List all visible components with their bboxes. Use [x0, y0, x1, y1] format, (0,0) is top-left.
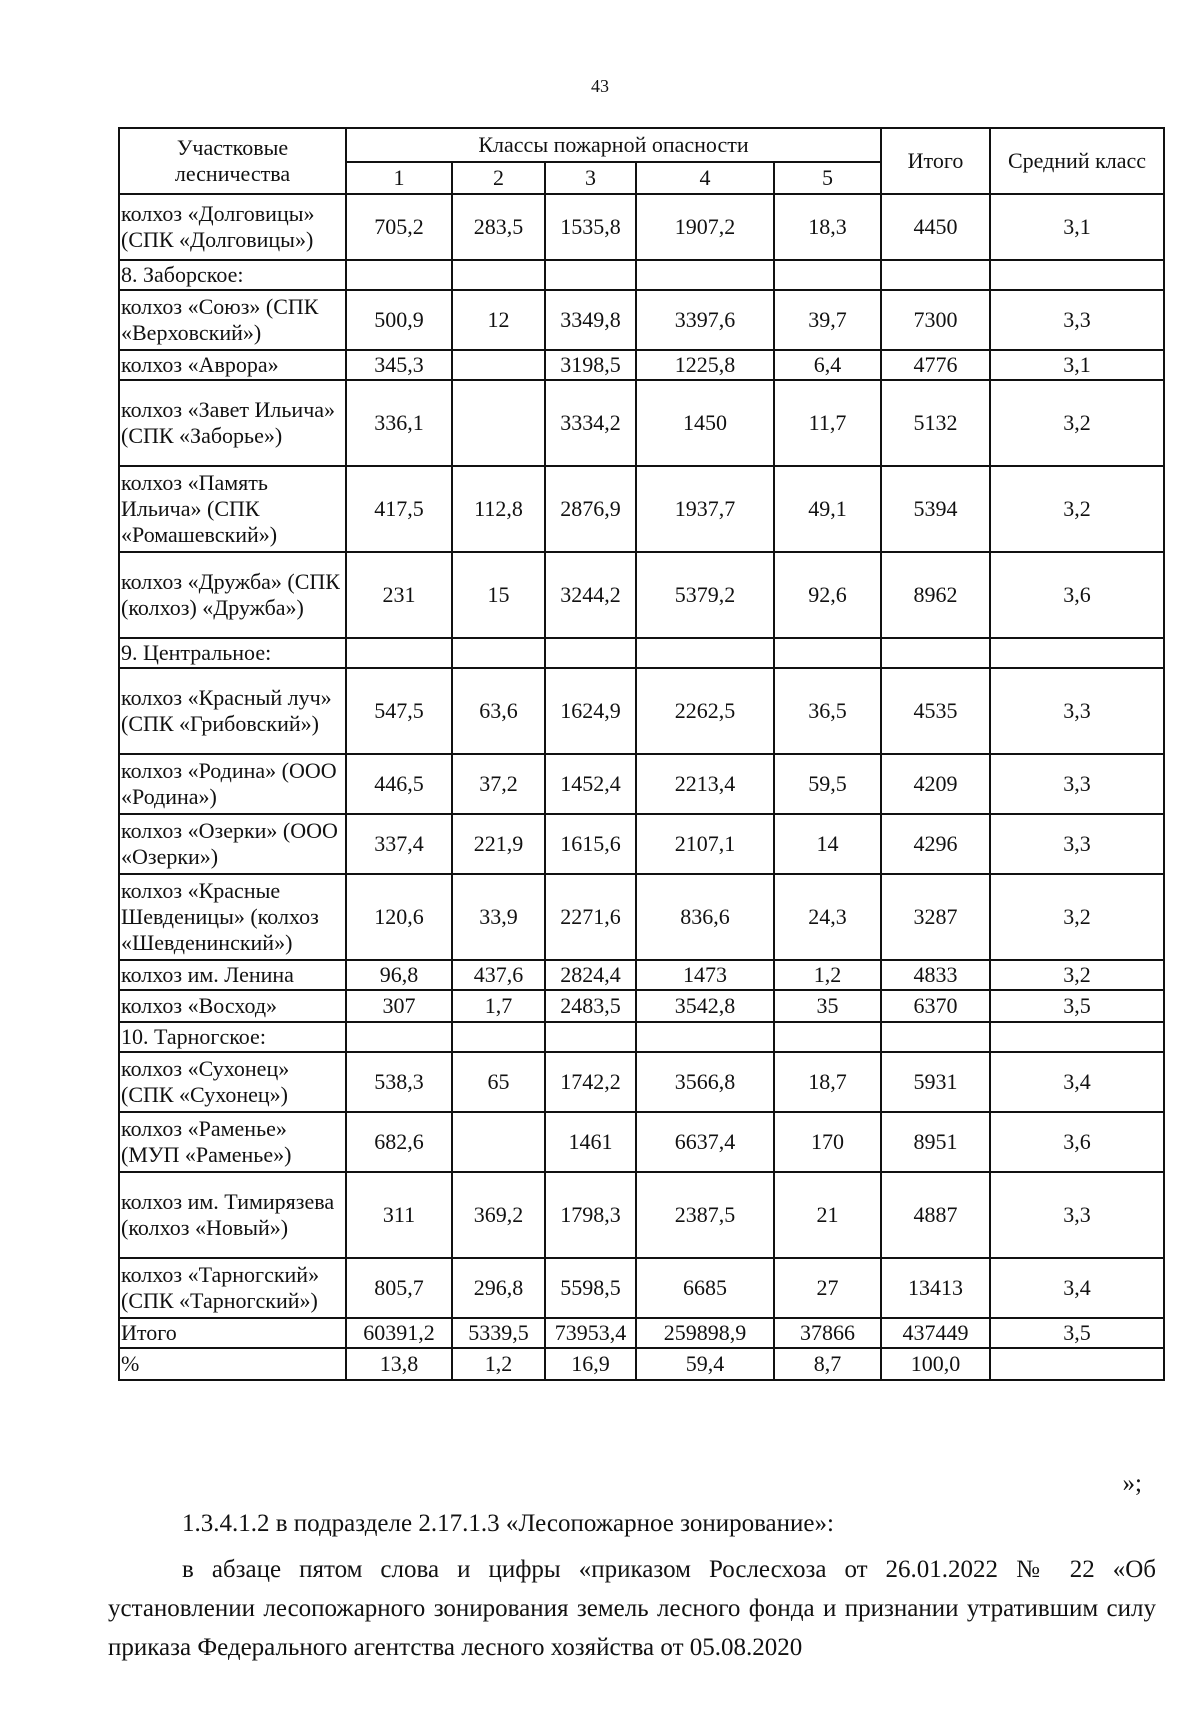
class-4-cell: 2213,4 — [636, 754, 774, 814]
forestry-name-cell: Итого — [119, 1318, 346, 1348]
class-2-cell: 63,6 — [452, 668, 545, 754]
class-4-cell: 2387,5 — [636, 1172, 774, 1258]
header-class-1: 1 — [346, 162, 452, 194]
class-5-cell: 21 — [774, 1172, 881, 1258]
forestry-name-cell: колхоз «Завет Ильича» (СПК «Заборье») — [119, 380, 346, 466]
avg-class-cell — [990, 1022, 1164, 1052]
class-3-cell: 73953,4 — [545, 1318, 636, 1348]
class-3-cell: 16,9 — [545, 1348, 636, 1380]
table-row — [119, 638, 1164, 668]
class-1-cell: 500,9 — [346, 290, 452, 350]
page-number: 43 — [591, 76, 609, 96]
total-cell: 7300 — [881, 290, 990, 350]
total-cell: 6370 — [881, 990, 990, 1022]
forestry-name-cell: колхоз «Родина» (ООО «Родина») — [119, 754, 346, 814]
class-1-cell — [346, 260, 452, 290]
class-2-cell: 283,5 — [452, 194, 545, 260]
total-cell: 4296 — [881, 814, 990, 874]
class-5-cell: 92,6 — [774, 552, 881, 638]
forestry-name-cell: колхоз «Аврора» — [119, 350, 346, 380]
table-row — [119, 814, 1164, 874]
class-2-cell: 37,2 — [452, 754, 545, 814]
fire-danger-table — [118, 127, 1165, 1381]
class-4-cell: 59,4 — [636, 1348, 774, 1380]
class-1-cell: 13,8 — [346, 1348, 452, 1380]
table-row — [119, 990, 1164, 1022]
header-class-2: 2 — [452, 162, 545, 194]
forestry-name-cell: колхоз «Красные Шевденицы» (колхоз «Шевденинский») — [119, 874, 346, 960]
class-5-cell: 35 — [774, 990, 881, 1022]
class-1-cell: 446,5 — [346, 754, 452, 814]
class-3-cell: 1742,2 — [545, 1052, 636, 1112]
class-2-cell — [452, 1022, 545, 1052]
class-2-cell: 296,8 — [452, 1258, 545, 1318]
class-3-cell: 3198,5 — [545, 350, 636, 380]
class-1-cell: 705,2 — [346, 194, 452, 260]
class-2-cell: 15 — [452, 552, 545, 638]
table-row — [119, 1052, 1164, 1112]
forestry-name-cell: 9. Центральное: — [119, 638, 346, 668]
table-row — [119, 1112, 1164, 1172]
header-forestry: Участковые лесничества — [119, 128, 346, 194]
class-3-cell: 1535,8 — [545, 194, 636, 260]
forestry-name-cell: колхоз «Дружба» (СПК (колхоз) «Дружба») — [119, 552, 346, 638]
class-1-cell — [346, 1022, 452, 1052]
avg-class-cell: 3,4 — [990, 1052, 1164, 1112]
class-5-cell — [774, 1022, 881, 1052]
class-5-cell: 27 — [774, 1258, 881, 1318]
class-1-cell: 805,7 — [346, 1258, 452, 1318]
table-row — [119, 1022, 1164, 1052]
avg-class-cell: 3,2 — [990, 466, 1164, 552]
class-4-cell: 6637,4 — [636, 1112, 774, 1172]
header-class-3: 3 — [545, 162, 636, 194]
total-cell: 13413 — [881, 1258, 990, 1318]
total-cell: 5931 — [881, 1052, 990, 1112]
total-cell: 4450 — [881, 194, 990, 260]
forestry-name-cell: колхоз «Красный луч» (СПК «Грибовский») — [119, 668, 346, 754]
avg-class-cell: 3,2 — [990, 380, 1164, 466]
table-row — [119, 290, 1164, 350]
class-1-cell: 231 — [346, 552, 452, 638]
table-row — [119, 194, 1164, 260]
class-4-cell: 1907,2 — [636, 194, 774, 260]
total-cell — [881, 638, 990, 668]
forestry-name-cell: колхоз «Долговицы» (СПК «Долговицы») — [119, 194, 346, 260]
avg-class-cell: 3,2 — [990, 960, 1164, 990]
class-2-cell: 65 — [452, 1052, 545, 1112]
class-1-cell: 336,1 — [346, 380, 452, 466]
class-5-cell: 36,5 — [774, 668, 881, 754]
class-3-cell: 3349,8 — [545, 290, 636, 350]
paragraph-2: в абзаце пятом слова и цифры «приказом Рослесхоза от 26.01.2022 № 22 «Об установлении лесопожарного зонирования земель лесного фонда и признании утратившим силу приказа Федерального агентства лесного хозяйства от 05.08.2020 — [108, 1556, 1156, 1661]
class-4-cell: 1473 — [636, 960, 774, 990]
quote-close: »; — [1122, 1470, 1142, 1497]
avg-class-cell — [990, 638, 1164, 668]
class-4-cell: 1450 — [636, 380, 774, 466]
avg-class-cell: 3,1 — [990, 194, 1164, 260]
total-cell — [881, 1022, 990, 1052]
total-cell: 4833 — [881, 960, 990, 990]
class-3-cell — [545, 1022, 636, 1052]
avg-class-cell: 3,6 — [990, 552, 1164, 638]
total-cell: 3287 — [881, 874, 990, 960]
class-4-cell: 259898,9 — [636, 1318, 774, 1348]
class-1-cell: 538,3 — [346, 1052, 452, 1112]
class-3-cell: 2271,6 — [545, 874, 636, 960]
class-1-cell: 311 — [346, 1172, 452, 1258]
table-header — [119, 128, 1164, 194]
forestry-name-cell: 10. Тарногское: — [119, 1022, 346, 1052]
class-5-cell — [774, 638, 881, 668]
forestry-name-cell: колхоз «Память Ильича» (СПК «Ромашевский») — [119, 466, 346, 552]
avg-class-cell: 3,5 — [990, 1318, 1164, 1348]
class-3-cell: 2824,4 — [545, 960, 636, 990]
avg-class-cell: 3,6 — [990, 1112, 1164, 1172]
header-total: Итого — [881, 128, 990, 194]
class-2-cell: 1,2 — [452, 1348, 545, 1380]
class-1-cell: 307 — [346, 990, 452, 1022]
class-3-cell — [545, 638, 636, 668]
table-row — [119, 260, 1164, 290]
forestry-name-cell: 8. Заборское: — [119, 260, 346, 290]
class-5-cell: 39,7 — [774, 290, 881, 350]
class-4-cell: 3542,8 — [636, 990, 774, 1022]
class-2-cell — [452, 638, 545, 668]
header-avg-class: Средний класс — [990, 128, 1164, 194]
header-class-4: 4 — [636, 162, 774, 194]
class-3-cell: 1461 — [545, 1112, 636, 1172]
class-4-cell: 3566,8 — [636, 1052, 774, 1112]
table-row — [119, 754, 1164, 814]
class-5-cell: 1,2 — [774, 960, 881, 990]
class-4-cell: 1225,8 — [636, 350, 774, 380]
total-cell: 4209 — [881, 754, 990, 814]
class-3-cell: 3334,2 — [545, 380, 636, 466]
class-5-cell: 8,7 — [774, 1348, 881, 1380]
avg-class-cell: 3,5 — [990, 990, 1164, 1022]
class-5-cell: 6,4 — [774, 350, 881, 380]
class-3-cell: 1452,4 — [545, 754, 636, 814]
class-5-cell: 24,3 — [774, 874, 881, 960]
forestry-name-cell: колхоз «Озерки» (ООО «Озерки») — [119, 814, 346, 874]
header-class-5: 5 — [774, 162, 881, 194]
class-5-cell: 18,7 — [774, 1052, 881, 1112]
total-cell: 5394 — [881, 466, 990, 552]
class-3-cell: 1624,9 — [545, 668, 636, 754]
class-1-cell: 60391,2 — [346, 1318, 452, 1348]
class-5-cell: 49,1 — [774, 466, 881, 552]
total-cell: 4535 — [881, 668, 990, 754]
table-body — [119, 194, 1164, 1380]
class-3-cell: 3244,2 — [545, 552, 636, 638]
class-2-cell: 33,9 — [452, 874, 545, 960]
class-3-cell: 1798,3 — [545, 1172, 636, 1258]
forestry-name-cell: колхоз «Раменье» (МУП «Раменье») — [119, 1112, 346, 1172]
total-cell — [881, 260, 990, 290]
class-4-cell — [636, 1022, 774, 1052]
class-4-cell: 836,6 — [636, 874, 774, 960]
avg-class-cell: 3,3 — [990, 814, 1164, 874]
class-1-cell: 120,6 — [346, 874, 452, 960]
table-row — [119, 350, 1164, 380]
total-cell: 8951 — [881, 1112, 990, 1172]
avg-class-cell — [990, 260, 1164, 290]
class-2-cell: 12 — [452, 290, 545, 350]
avg-class-cell: 3,3 — [990, 1172, 1164, 1258]
forestry-name-cell: колхоз «Восход» — [119, 990, 346, 1022]
total-cell: 437449 — [881, 1318, 990, 1348]
class-1-cell: 682,6 — [346, 1112, 452, 1172]
paragraph-1: 1.3.4.1.2 в подразделе 2.17.1.3 «Лесопожарное зонирование»: — [182, 1510, 834, 1537]
class-5-cell: 14 — [774, 814, 881, 874]
avg-class-cell: 3,4 — [990, 1258, 1164, 1318]
class-5-cell: 37866 — [774, 1318, 881, 1348]
class-1-cell: 96,8 — [346, 960, 452, 990]
class-4-cell: 2107,1 — [636, 814, 774, 874]
forestry-name-cell: % — [119, 1348, 346, 1380]
avg-class-cell: 3,3 — [990, 290, 1164, 350]
class-2-cell: 5339,5 — [452, 1318, 545, 1348]
total-cell: 5132 — [881, 380, 990, 466]
class-1-cell: 547,5 — [346, 668, 452, 754]
table-row — [119, 1348, 1164, 1380]
table-row — [119, 874, 1164, 960]
table-row — [119, 1258, 1164, 1318]
class-4-cell: 3397,6 — [636, 290, 774, 350]
class-1-cell: 345,3 — [346, 350, 452, 380]
class-1-cell — [346, 638, 452, 668]
class-4-cell: 5379,2 — [636, 552, 774, 638]
forestry-name-cell: колхоз им. Ленина — [119, 960, 346, 990]
total-cell: 4776 — [881, 350, 990, 380]
class-3-cell — [545, 260, 636, 290]
class-3-cell: 2876,9 — [545, 466, 636, 552]
total-cell: 8962 — [881, 552, 990, 638]
table-row — [119, 380, 1164, 466]
class-5-cell: 59,5 — [774, 754, 881, 814]
header-fire-classes: Классы пожарной опасности — [346, 128, 881, 162]
avg-class-cell: 3,1 — [990, 350, 1164, 380]
class-2-cell — [452, 380, 545, 466]
avg-class-cell: 3,2 — [990, 874, 1164, 960]
class-1-cell: 337,4 — [346, 814, 452, 874]
table-row — [119, 668, 1164, 754]
forestry-name-cell: колхоз «Тарногский» (СПК «Тарногский») — [119, 1258, 346, 1318]
table-row — [119, 466, 1164, 552]
class-3-cell: 2483,5 — [545, 990, 636, 1022]
forestry-name-cell: колхоз «Сухонец» (СПК «Сухонец») — [119, 1052, 346, 1112]
class-5-cell: 18,3 — [774, 194, 881, 260]
class-5-cell: 170 — [774, 1112, 881, 1172]
total-cell: 4887 — [881, 1172, 990, 1258]
class-1-cell: 417,5 — [346, 466, 452, 552]
total-cell: 100,0 — [881, 1348, 990, 1380]
class-2-cell: 437,6 — [452, 960, 545, 990]
forestry-name-cell: колхоз им. Тимирязева (колхоз «Новый») — [119, 1172, 346, 1258]
class-5-cell — [774, 260, 881, 290]
class-2-cell: 112,8 — [452, 466, 545, 552]
forestry-name-cell: колхоз «Союз» (СПК «Верховский») — [119, 290, 346, 350]
class-2-cell — [452, 260, 545, 290]
class-5-cell: 11,7 — [774, 380, 881, 466]
table-row — [119, 960, 1164, 990]
class-4-cell: 2262,5 — [636, 668, 774, 754]
table-row — [119, 1318, 1164, 1348]
class-2-cell — [452, 350, 545, 380]
class-3-cell: 5598,5 — [545, 1258, 636, 1318]
class-2-cell: 1,7 — [452, 990, 545, 1022]
class-3-cell: 1615,6 — [545, 814, 636, 874]
class-2-cell: 221,9 — [452, 814, 545, 874]
class-4-cell — [636, 260, 774, 290]
class-4-cell: 6685 — [636, 1258, 774, 1318]
avg-class-cell — [990, 1348, 1164, 1380]
avg-class-cell: 3,3 — [990, 668, 1164, 754]
class-4-cell — [636, 638, 774, 668]
table-row — [119, 552, 1164, 638]
class-2-cell: 369,2 — [452, 1172, 545, 1258]
table-row — [119, 1172, 1164, 1258]
class-4-cell: 1937,7 — [636, 466, 774, 552]
class-2-cell — [452, 1112, 545, 1172]
avg-class-cell: 3,3 — [990, 754, 1164, 814]
